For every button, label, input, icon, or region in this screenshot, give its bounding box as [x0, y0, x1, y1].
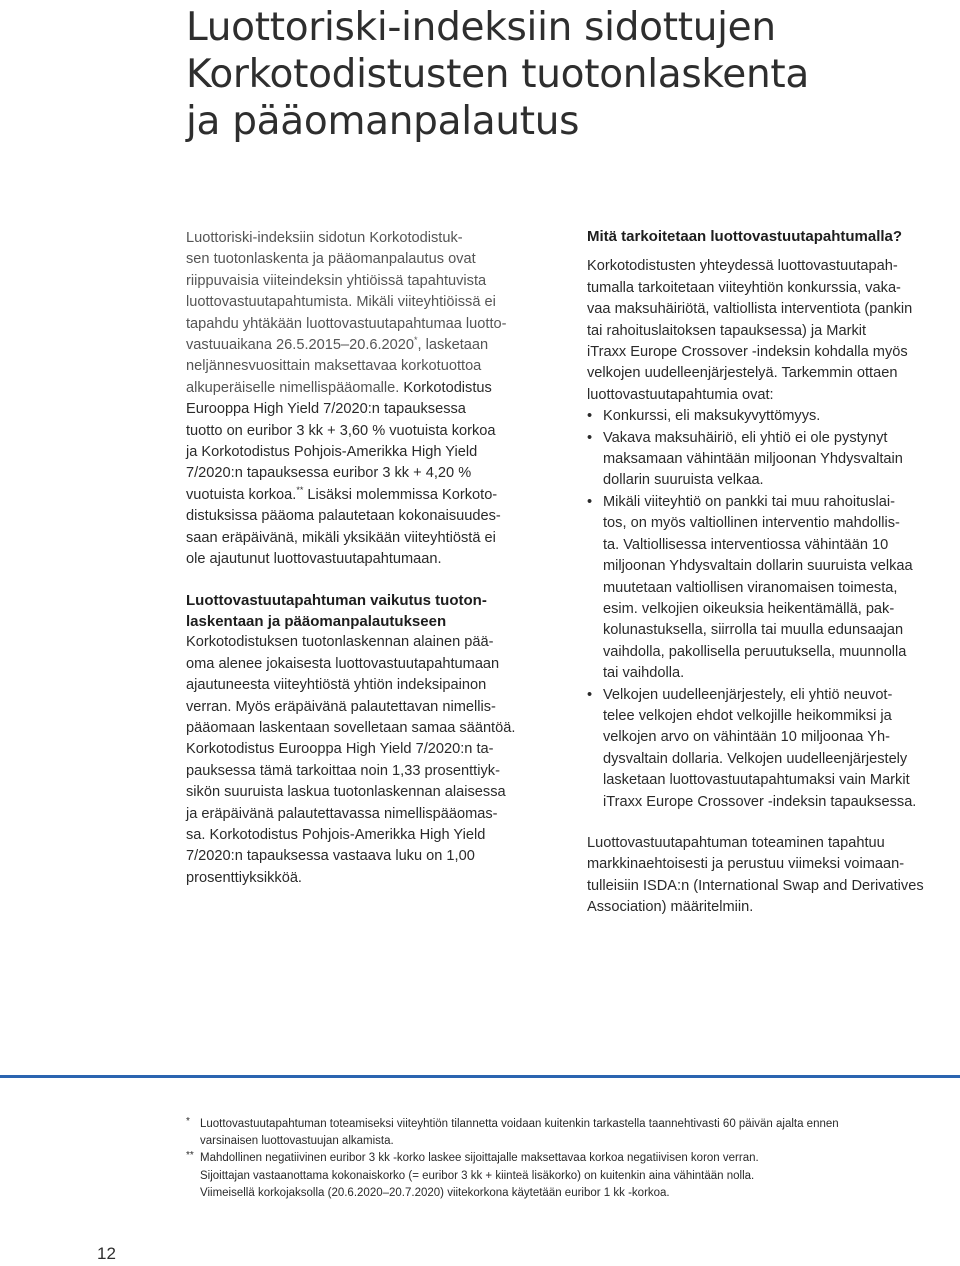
list-item: [587, 428, 960, 492]
list-item: [587, 685, 960, 813]
intro-text-c: Korkotodistus Eurooppa High Yield 7/2020:n tapauksessa tuotto on euribor 3 kk + 3,60 % vuotuista korkoa ja Korkotodistus Pohjois-Amerikka High Yield 7/2020:n tapauksessa euribor 3 kk + 4,20 % vuotuista korkoa.: [186, 379, 496, 503]
section-heading-definition: Mitä tarkoitetaan luottovastuutapahtumalla?: [587, 228, 903, 245]
list-item-text: Konkurssi, eli maksukyvyttömyys.: [603, 408, 821, 425]
footnote-mark-2: **: [186, 1150, 194, 1162]
footnote-text-2: Mahdollinen negatiivinen euribor 3 kk -korko laskee sijoittajalle maksettavaa korkoa negatiivisen koron verran. Sijoittajan vastaanottama kokonaiskorko (= euribor 3 kk + kiinteä lisäkorko) on kuitenkin aina vähintään nolla. Viimeisellä korkojaksolla (20.6.2020–20.7.2020) viitekorkona käytetään euribor 1 kk -korkoa.: [200, 1152, 759, 1199]
footnote-2: [186, 1150, 946, 1202]
right-column: [587, 226, 960, 919]
bullet-icon: •: [587, 408, 593, 425]
footnotes: [186, 1116, 946, 1202]
title-line-3: ja pääomanpalautus: [186, 99, 580, 144]
closing-paragraph: Luottovastuutapahtuman toteaminen tapahtuu markkinaehtoisesti ja perustuu viimeksi voimaan- tulleisiin ISDA:n (International Swap and Derivatives Association) määritelmiin.: [587, 834, 924, 916]
list-item-text: Vakava maksuhäiriö, eli yhtiö ei ole pystynyt maksamaan vähintään miljoonan Yhdysvaltain dollarin suuruista velkaa.: [603, 429, 903, 489]
title-line-2: Korkotodistusten tuotonlaskenta: [186, 52, 809, 97]
bullet-icon: •: [587, 429, 593, 446]
spacer: [587, 813, 960, 833]
list-item: [587, 406, 960, 427]
footnote-mark-1: *: [186, 1116, 190, 1127]
page-number: 12: [97, 1244, 116, 1263]
section-heading-impact: Luottovastuutapahtuman vaikutus tuoton- laskentaan ja pääomanpalautukseen: [186, 591, 487, 630]
footnote-text-1: Luottovastuutapahtuman toteamiseksi viiteyhtiön tilannetta voidaan kuitenkin tarkastella taannehtivasti 60 päivän ajalta ennen varsinaisen luottovastuujan alkamista.: [200, 1118, 839, 1148]
list-item-text: Velkojen uudelleenjärjestely, eli yhtiö neuvot- telee velkojen ehdot velkojille heikommiksi ja velkojen arvo on vähintään 10 miljoonaa Yh- dysvaltain dollaria. Velkojen uudelleenjärjestely lasketaan luottovastuutapahtumaksi vain Markit iTraxx Europe Crossover -indeksin tapauksessa.: [603, 686, 917, 810]
intro-paragraph: [186, 228, 561, 571]
footnote-1: [186, 1116, 946, 1150]
bullet-icon: •: [587, 686, 593, 703]
intro-text-d: Lisäksi molemmissa Korkoto- distuksissa pääoma palautetaan kokonaisuudes- saan eräpäivänä, mikäli yksikään viiteyhtiöstä ei ole ajautunut luottovastuutapahtumaan.: [186, 486, 501, 568]
intro-text-b: , lasketaan neljännesvuosittain maksettavaa korkotuottoa alkuperäiselle nimellispääomalle.: [186, 337, 489, 396]
page-title: [186, 4, 926, 145]
list-item: [587, 492, 960, 685]
impact-paragraph: Korkotodistuksen tuotonlaskennan alainen pää- oma alenee jokaisesta luottovastuutapahtumaan ajautuneesta viiteyhtiöstä yhtiön indeksipainon verran. Myös eräpäivänä palautettavan nimellis- pääomaan laskentaan sovelletaan samaa sääntöä. Korkotodistus Eurooppa High Yield 7/2020:n ta- pauksessa tämä tarkoittaa noin 1,33 prosenttiyk- sikön suuruista laskua tuotonlaskennan alaisessa ja eräpäivänä palautettavassa nimellispääomas- sa. Korkotodistus Pohjois-Amerikka High Yield 7/2020:n tapauksessa vastaava luku on 1,00 prosenttiyksikköä.: [186, 634, 516, 886]
bullet-icon: •: [587, 493, 593, 510]
footnote-ref-1: *: [414, 335, 418, 346]
intro-lead: [186, 230, 507, 396]
definition-paragraph: Korkotodistusten yhteydessä luottovastuutapah- tumalla tarkoitetaan viiteyhtiön konkurssia, vaka- vaa maksuhäiriötä, valtiollista interventiota (pankin tai rahoituslaitoksen tapauksessa) ja Markit iTraxx Europe Crossover -indeksin kohdalla myös velkojen uudelleenjärjestelyä. Tarkemmin ottaen luottovastuutapahtumia ovat:: [587, 258, 913, 403]
intro-text-a: Luottoriski-indeksiin sidotun Korkotodistuk- sen tuotonlaskenta ja pääomanpalautus ovat riippuvaisia viiteindeksin yhtiöissä tapahtuvista luottovastuutapahtumista. Mikäli viiteyhtiöissä ei tapahdu yhtäkään luottovastuutapahtumaa luotto- vastuuaikana 26.5.2015–20.6.2020: [186, 230, 507, 354]
title-line-1: Luottoriski-indeksiin sidottujen: [186, 5, 776, 50]
event-list: [587, 406, 960, 813]
left-column: [186, 228, 561, 889]
footnote-ref-2: **: [296, 484, 304, 495]
footer-divider: [0, 1075, 960, 1078]
list-item-text: Mikäli viiteyhtiö on pankki tai muu rahoituslai- tos, on myös valtiollinen interventio mahdollis- ta. Valtiollisessa interventiossa vähintään 10 miljoonan Yhdysvaltain dollarin suuruista velkaa muutetaan valtiollisen viranomaisen toimesta, esim. velkojien oikeuksia heikentämällä, pak- kolunastuksella, siirrolla tai muulla edunsaajan vaihdolla, pakollisella peruutuksella, muunnolla tai vaihdolla.: [603, 493, 913, 682]
